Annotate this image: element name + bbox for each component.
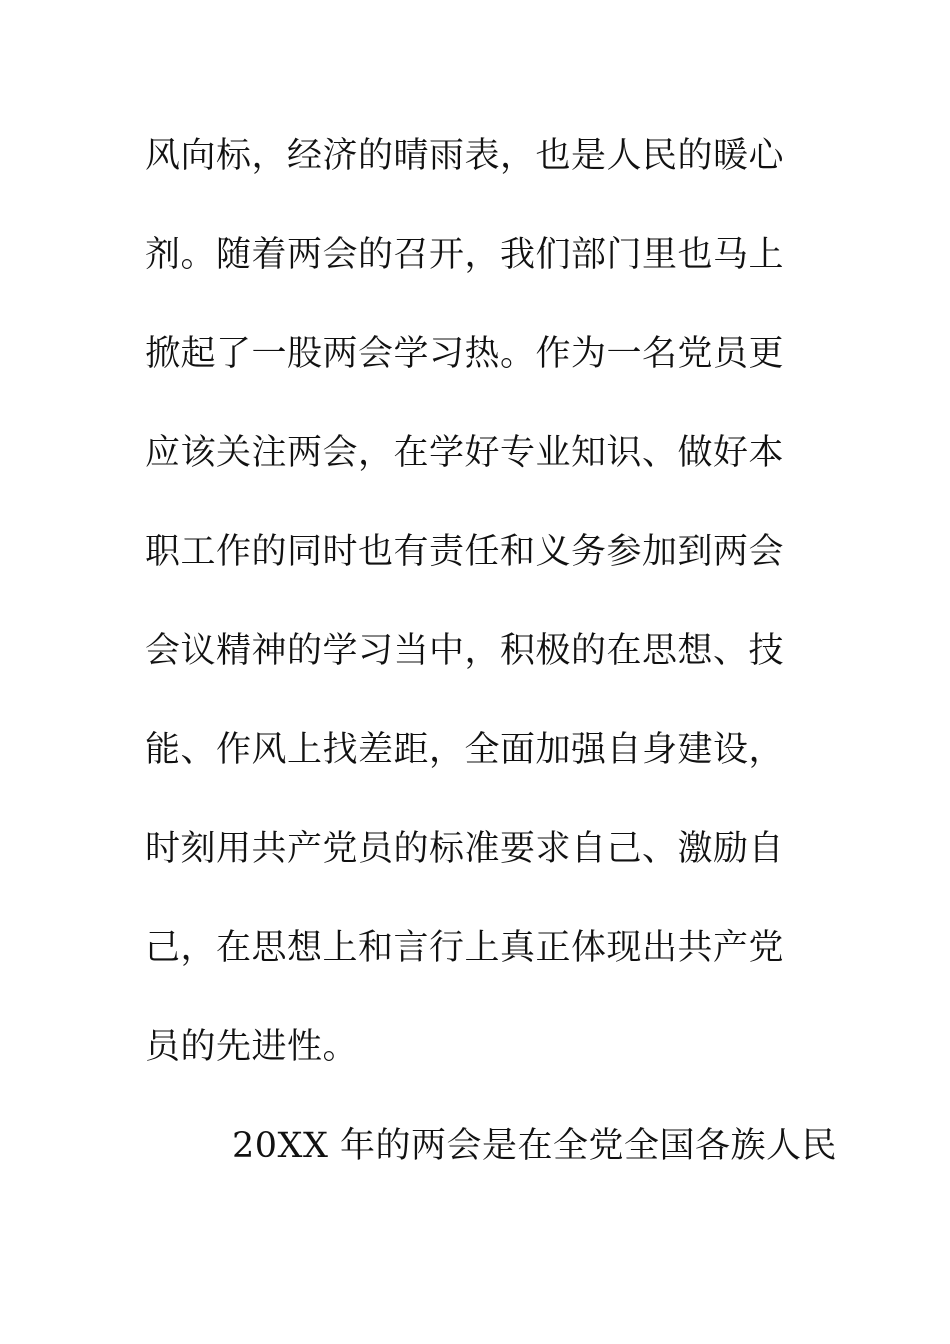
paragraph-line: 能、作风上找差距，全面加强自身建设， (145, 730, 785, 770)
paragraph-line: 剂。随着两会的召开，我们部门里也马上 (145, 235, 785, 275)
paragraph-line: 职工作的同时也有责任和义务参加到两会 (145, 532, 785, 572)
paragraph-first-line: 20XX 年的两会是在全党全国各族人民 (232, 1126, 837, 1166)
paragraph-line: 会议精神的学习当中，积极的在思想、技 (145, 631, 785, 671)
paragraph-line: 己，在思想上和言行上真正体现出共产党 (145, 928, 785, 968)
paragraph-line: 时刻用共产党员的标准要求自己、激励自 (145, 829, 785, 869)
paragraph-line: 应该关注两会，在学好专业知识、做好本 (145, 433, 785, 473)
paragraph-line: 员的先进性。 (145, 1027, 359, 1067)
paragraph-line: 风向标，经济的晴雨表，也是人民的暖心 (145, 136, 785, 176)
paragraph-line: 掀起了一股两会学习热。作为一名党员更 (145, 334, 785, 374)
